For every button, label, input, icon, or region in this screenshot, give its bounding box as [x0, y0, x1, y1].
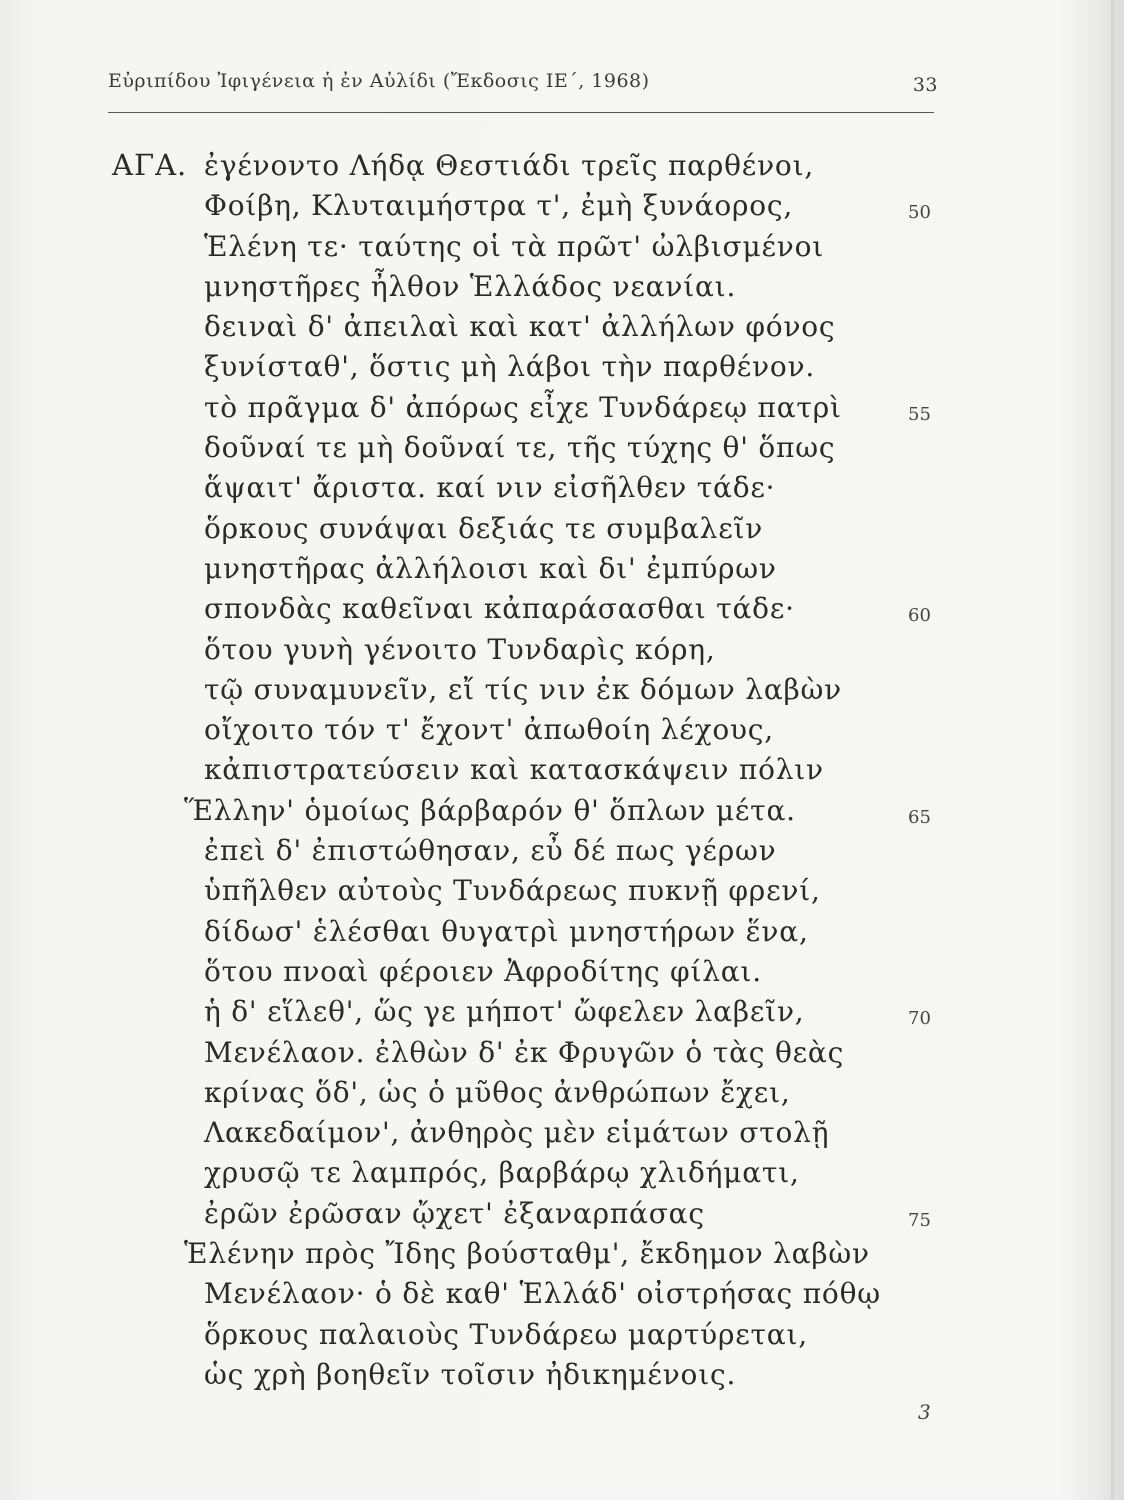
verse-line: ὑπῆλθεν αὐτοὺς Τυνδάρεως πυκνῇ φρενί, [204, 874, 821, 908]
verse-line: δίδωσ' ἑλέσθαι θυγατρὶ μνηστήρων ἕνα, [204, 914, 809, 948]
verse-line: ἐρῶν ἐρῶσαν ᾤχετ' ἐξαναρπάσας [204, 1196, 705, 1230]
speaker-label: ΑΓΑ. [112, 148, 188, 182]
line-number: 65 [908, 806, 931, 828]
verse-line: Φοίβη, Κλυταιμήστρα τ', ἐμὴ ξυνάορος, [204, 189, 794, 223]
verse-line: δειναὶ δ' ἀπειλαὶ καὶ κατ' ἀλλήλων φόνος [204, 310, 836, 344]
verse-line: σπονδὰς καθεῖναι κἀπαράσασθαι τάδε· [204, 592, 795, 626]
line-number: 55 [908, 403, 931, 425]
verse-line: Λακεδαίμον', ἀνθηρὸς μὲν εἱμάτων στολῇ [204, 1116, 830, 1150]
running-head-title: Εὐριπίδου Ἰφιγένεια ἡ ἐν Αὐλίδι (Ἔκδοσις ΙΕ΄, 1968) [108, 70, 650, 92]
page-number: 33 [912, 74, 938, 96]
verse-line: ἡ δ' εἵλεθ', ὥς γε μήποτ' ὤφελεν λαβεῖν, [204, 995, 805, 1029]
verse-line: κἀπιστρατεύσειν καὶ κατασκάψειν πόλιν [204, 753, 824, 787]
line-number: 70 [908, 1008, 931, 1030]
verse-line: τῷ συναμυνεῖν, εἴ τίς νιν ἐκ δόμων λαβὼν [204, 672, 842, 706]
verse-line: χρυσῷ τε λαμπρός, βαρβάρῳ χλιδήματι, [204, 1156, 800, 1190]
page-edge [1111, 0, 1114, 1500]
line-number: 50 [908, 202, 931, 224]
line-number: 60 [908, 605, 931, 627]
line-number: 75 [908, 1209, 931, 1231]
verse-line: οἴχοιτο τόν τ' ἔχοντ' ἀπωθοίη λέχους, [204, 713, 774, 747]
verse-line: ἐγένοντο Λήδᾳ Θεστιάδι τρεῖς παρθένοι, [204, 149, 815, 182]
verse-line: ὅρκους παλαιοὺς Τυνδάρεω μαρτύρεται, [204, 1317, 808, 1351]
verse-line: ὅτου γυνὴ γένοιτο Τυνδαρὶς κόρη, [204, 632, 716, 666]
verse-line: τὸ πρᾶγμα δ' ἀπόρως εἶχε Τυνδάρεῳ πατρὶ [204, 390, 842, 424]
verse-line: Μενέλαον· ὁ δὲ καθ' Ἑλλάδ' οἰστρήσας πόθῳ [204, 1277, 881, 1311]
verse-line: ξυνίσταθ', ὅστις μὴ λάβοι τὴν παρθένον. [204, 350, 816, 384]
header-rule [108, 112, 934, 113]
verse-line: Ἑλένη τε· ταύτης οἱ τὰ πρῶτ' ὠλβισμένοι [204, 229, 825, 263]
verse-line: ὅτου πνοαὶ φέροιεν Ἀφροδίτης φίλαι. [204, 954, 762, 988]
signature-mark: 3 [918, 1400, 931, 1424]
verse-line: ἅψαιτ' ἄριστα. καί νιν εἰσῆλθεν τάδε· [204, 471, 776, 505]
verse-line: ὅρκους συνάψαι δεξιάς τε συμβαλεῖν [204, 511, 764, 545]
verse-line: δοῦναί τε μὴ δοῦναί τε, τῆς τύχης θ' ὅπως [204, 431, 836, 465]
verse-line: μνηστῆρας ἀλλήλοισι καὶ δι' ἐμπύρων [204, 551, 777, 585]
verse-line: Ἕλλην' ὁμοίως βάρβαρόν θ' ὅπλων μέτα. [184, 793, 796, 827]
verse-line: ὡς χρὴ βοηθεῖν τοῖσιν ἠδικημένοις. [204, 1357, 737, 1391]
verse-line: ἐπεὶ δ' ἐπιστώθησαν, εὖ δέ πως γέρων [204, 834, 777, 868]
verse-line: κρίνας ὅδ', ὡς ὁ μῦθος ἀνθρώπων ἔχει, [204, 1075, 791, 1109]
verse-block [184, 146, 881, 1395]
verse-line: Ἑλένην πρὸς Ἴδης βούσταθμ', ἔκδημον λαβὼν [184, 1237, 870, 1271]
verse-line: Μενέλαον. ἐλθὼν δ' ἐκ Φρυγῶν ὁ τὰς θεὰς [204, 1035, 845, 1069]
verse-line: μνηστῆρες ἦλθον Ἑλλάδος νεανίαι. [204, 269, 737, 303]
